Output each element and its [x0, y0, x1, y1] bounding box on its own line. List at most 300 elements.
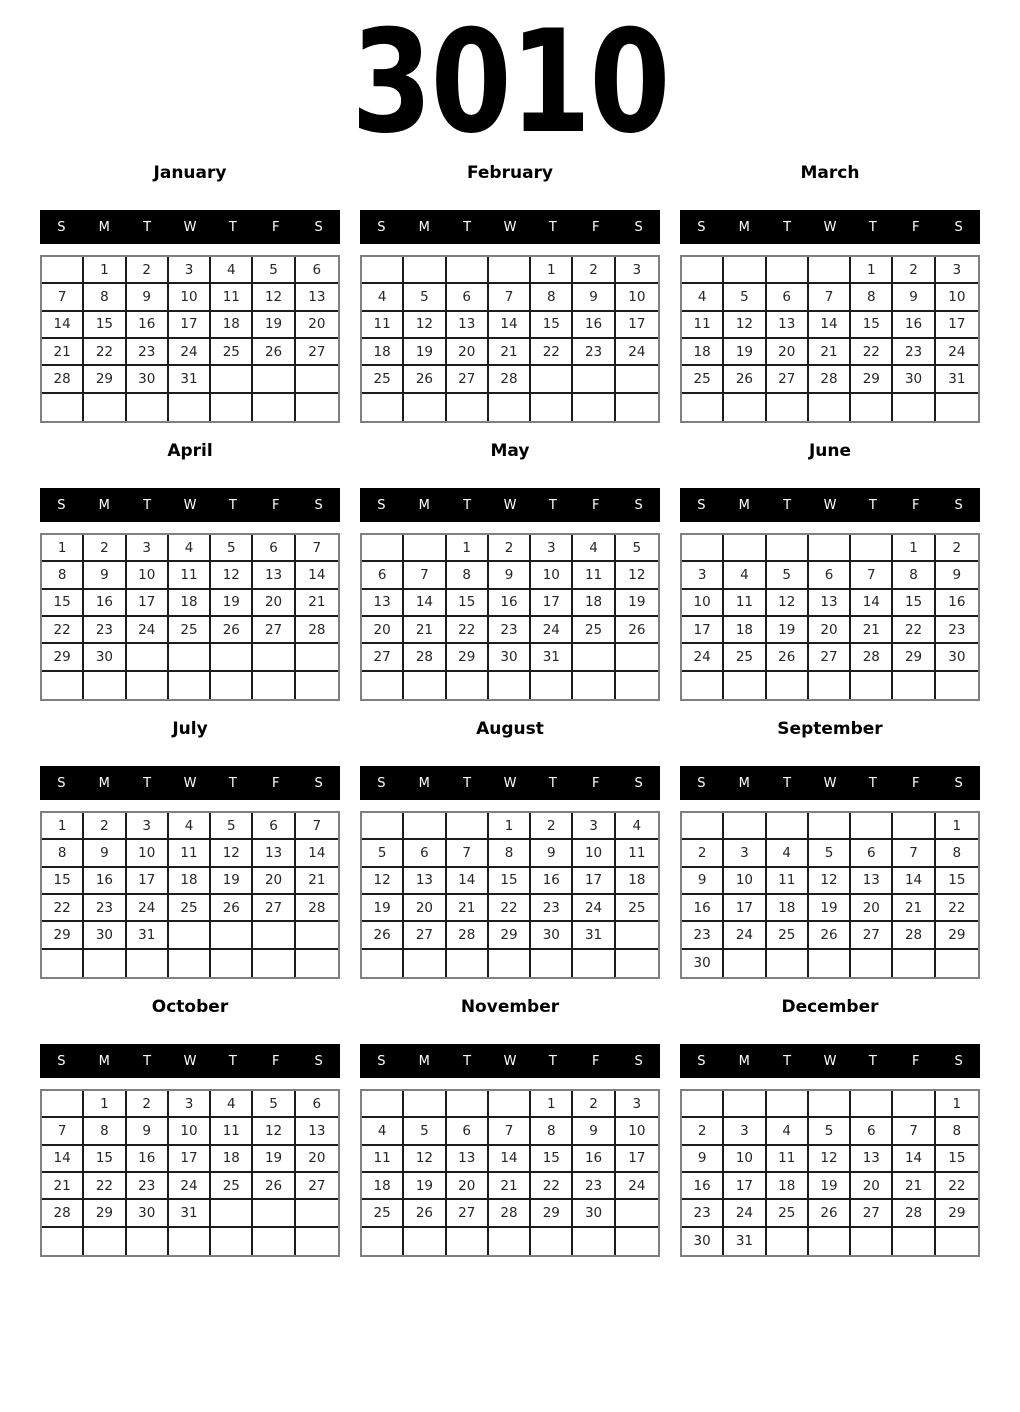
- day-cell: 26: [809, 922, 851, 949]
- day-cell: 15: [936, 868, 978, 895]
- day-cell: 20: [447, 339, 489, 366]
- day-cell: 18: [211, 312, 253, 339]
- day-cell: [169, 1228, 211, 1255]
- day-cell: [42, 1091, 84, 1118]
- day-cell: 27: [253, 617, 295, 644]
- day-cell: 13: [296, 1118, 338, 1145]
- day-cell: [404, 535, 446, 562]
- day-cell: 20: [253, 868, 295, 895]
- weekday-label: W: [823, 497, 837, 513]
- weekday-label: T: [143, 1053, 152, 1069]
- day-cell: 4: [169, 813, 211, 840]
- day-cell: [682, 257, 724, 284]
- day-cell: 18: [169, 590, 211, 617]
- day-cell: 30: [573, 1200, 615, 1227]
- day-cell: [724, 950, 766, 977]
- day-cell: 19: [253, 1146, 295, 1173]
- day-cell: 7: [42, 284, 84, 311]
- day-cell: 16: [573, 1146, 615, 1173]
- weekday-label: S: [314, 1053, 323, 1069]
- day-cell: [809, 813, 851, 840]
- weekday-label: S: [954, 775, 963, 791]
- day-cell: 8: [893, 562, 935, 589]
- day-cell: 20: [362, 617, 404, 644]
- day-cell: 1: [42, 535, 84, 562]
- day-cell: 3: [616, 1091, 658, 1118]
- day-cell: 28: [809, 366, 851, 393]
- day-cell: 24: [531, 617, 573, 644]
- day-cell: 19: [809, 1173, 851, 1200]
- day-cell: 21: [42, 1173, 84, 1200]
- day-cell: 7: [404, 562, 446, 589]
- day-cell: [724, 813, 766, 840]
- day-cell: 16: [936, 590, 978, 617]
- day-cell: 1: [936, 1091, 978, 1118]
- weekday-label: S: [954, 497, 963, 513]
- weekday-label: T: [783, 1053, 792, 1069]
- day-cell: 4: [767, 840, 809, 867]
- day-cell: 6: [767, 284, 809, 311]
- day-cell: 18: [616, 868, 658, 895]
- day-cell: 17: [127, 868, 169, 895]
- weekday-label: M: [738, 497, 750, 513]
- day-cell: 15: [851, 312, 893, 339]
- day-cell: [362, 257, 404, 284]
- day-cell: 9: [127, 284, 169, 311]
- day-cell: 28: [851, 644, 893, 671]
- day-cell: 18: [724, 617, 766, 644]
- weekday-label: W: [823, 775, 837, 791]
- day-cell: 22: [531, 339, 573, 366]
- day-cell: [253, 644, 295, 671]
- weekday-label: T: [868, 775, 877, 791]
- day-cell: 12: [616, 562, 658, 589]
- day-cell: 22: [936, 895, 978, 922]
- day-cell: 17: [169, 1146, 211, 1173]
- day-cell: 25: [169, 895, 211, 922]
- weekday-header: [360, 1044, 660, 1078]
- day-cell: 9: [84, 562, 126, 589]
- day-cell: 6: [253, 813, 295, 840]
- day-cell: 30: [127, 366, 169, 393]
- weekday-header: [40, 488, 340, 522]
- day-cell: 5: [809, 1118, 851, 1145]
- day-cell: [531, 394, 573, 421]
- day-cell: [447, 1091, 489, 1118]
- weekday-label: T: [143, 775, 152, 791]
- day-grid: [360, 811, 660, 979]
- day-cell: [362, 813, 404, 840]
- day-cell: 7: [489, 1118, 531, 1145]
- weekday-header: [360, 210, 660, 244]
- day-cell: 2: [531, 813, 573, 840]
- day-cell: [362, 1228, 404, 1255]
- weekday-label: S: [697, 775, 706, 791]
- day-cell: 18: [767, 1173, 809, 1200]
- day-cell: [851, 813, 893, 840]
- day-cell: [447, 1228, 489, 1255]
- day-grid: [680, 255, 980, 423]
- day-cell: 4: [169, 535, 211, 562]
- month-april: [40, 441, 340, 701]
- day-cell: 13: [447, 312, 489, 339]
- weekday-label: S: [314, 219, 323, 235]
- month-title: September: [777, 719, 883, 739]
- day-cell: 5: [616, 535, 658, 562]
- day-cell: 12: [724, 312, 766, 339]
- day-cell: 16: [84, 590, 126, 617]
- weekday-label: T: [548, 219, 557, 235]
- day-cell: 15: [42, 590, 84, 617]
- day-cell: 27: [767, 366, 809, 393]
- day-cell: 1: [531, 1091, 573, 1118]
- day-cell: [893, 950, 935, 977]
- weekday-label: S: [697, 497, 706, 513]
- weekday-label: W: [503, 775, 517, 791]
- day-cell: 2: [84, 813, 126, 840]
- day-cell: 16: [682, 1173, 724, 1200]
- day-cell: 17: [724, 1173, 766, 1200]
- day-cell: [682, 1091, 724, 1118]
- day-cell: [767, 950, 809, 977]
- day-cell: 8: [447, 562, 489, 589]
- day-cell: 22: [42, 895, 84, 922]
- month-title: February: [466, 163, 554, 183]
- day-cell: [362, 950, 404, 977]
- weekday-label: S: [57, 219, 66, 235]
- day-cell: 2: [127, 257, 169, 284]
- day-cell: [724, 535, 766, 562]
- day-cell: [724, 1091, 766, 1118]
- weekday-label: T: [548, 1053, 557, 1069]
- weekday-label: W: [183, 1053, 197, 1069]
- day-cell: 11: [169, 562, 211, 589]
- month-title: November: [460, 997, 560, 1017]
- day-cell: 1: [851, 257, 893, 284]
- day-cell: 31: [127, 922, 169, 949]
- day-cell: 11: [724, 590, 766, 617]
- weekday-label: W: [503, 497, 517, 513]
- day-cell: 13: [767, 312, 809, 339]
- day-cell: 20: [296, 1146, 338, 1173]
- day-cell: 24: [682, 644, 724, 671]
- day-cell: 8: [84, 284, 126, 311]
- day-cell: 30: [127, 1200, 169, 1227]
- day-cell: 10: [682, 590, 724, 617]
- day-cell: 10: [127, 562, 169, 589]
- day-cell: [616, 394, 658, 421]
- day-cell: 14: [447, 868, 489, 895]
- day-cell: 9: [682, 1146, 724, 1173]
- weekday-label: W: [503, 219, 517, 235]
- day-cell: 12: [767, 590, 809, 617]
- day-cell: [296, 1228, 338, 1255]
- weekday-header: [40, 1044, 340, 1078]
- weekday-label: M: [98, 219, 110, 235]
- weekday-label: S: [954, 1053, 963, 1069]
- day-cell: 19: [767, 617, 809, 644]
- weekday-label: T: [783, 219, 792, 235]
- day-cell: [682, 394, 724, 421]
- day-cell: 5: [809, 840, 851, 867]
- day-cell: 18: [211, 1146, 253, 1173]
- day-cell: 14: [893, 1146, 935, 1173]
- day-cell: 2: [573, 1091, 615, 1118]
- weekday-label: M: [98, 497, 110, 513]
- day-cell: 20: [851, 1173, 893, 1200]
- day-cell: 21: [809, 339, 851, 366]
- day-cell: 24: [169, 1173, 211, 1200]
- day-cell: 21: [489, 1173, 531, 1200]
- day-cell: 25: [362, 1200, 404, 1227]
- day-cell: 22: [489, 895, 531, 922]
- day-cell: 12: [809, 1146, 851, 1173]
- day-cell: 25: [573, 617, 615, 644]
- day-cell: [573, 644, 615, 671]
- day-cell: 25: [169, 617, 211, 644]
- day-cell: 5: [362, 840, 404, 867]
- day-cell: 31: [936, 366, 978, 393]
- day-cell: [169, 922, 211, 949]
- day-cell: 19: [404, 1173, 446, 1200]
- day-cell: [362, 1091, 404, 1118]
- day-cell: [296, 644, 338, 671]
- day-cell: 28: [296, 895, 338, 922]
- day-cell: 25: [682, 366, 724, 393]
- day-cell: 9: [573, 1118, 615, 1145]
- day-cell: 12: [404, 312, 446, 339]
- weekday-label: S: [954, 219, 963, 235]
- month-august: [360, 719, 660, 979]
- weekday-label: F: [271, 1053, 280, 1069]
- weekday-label: T: [463, 775, 472, 791]
- day-cell: 4: [211, 1091, 253, 1118]
- day-cell: [809, 394, 851, 421]
- day-cell: 9: [936, 562, 978, 589]
- day-cell: 31: [169, 366, 211, 393]
- day-cell: 9: [489, 562, 531, 589]
- day-cell: [489, 1228, 531, 1255]
- day-cell: 19: [724, 339, 766, 366]
- day-cell: 2: [893, 257, 935, 284]
- day-cell: [211, 1228, 253, 1255]
- weekday-header: [680, 1044, 980, 1078]
- day-cell: [42, 257, 84, 284]
- day-cell: [489, 950, 531, 977]
- weekday-label: S: [377, 497, 386, 513]
- day-cell: 2: [682, 1118, 724, 1145]
- day-cell: 4: [211, 257, 253, 284]
- day-cell: 10: [127, 840, 169, 867]
- day-cell: 23: [84, 617, 126, 644]
- day-cell: [211, 950, 253, 977]
- weekday-label: T: [228, 497, 237, 513]
- day-cell: 10: [616, 284, 658, 311]
- day-cell: 10: [936, 284, 978, 311]
- day-cell: 14: [42, 1146, 84, 1173]
- day-cell: [851, 1091, 893, 1118]
- weekday-label: F: [591, 775, 600, 791]
- day-cell: 26: [211, 895, 253, 922]
- weekday-header: [360, 488, 660, 522]
- weekday-label: W: [183, 775, 197, 791]
- day-cell: 27: [809, 644, 851, 671]
- day-cell: 12: [253, 284, 295, 311]
- day-cell: 16: [489, 590, 531, 617]
- day-cell: 16: [531, 868, 573, 895]
- day-cell: [447, 672, 489, 699]
- day-cell: 25: [767, 1200, 809, 1227]
- day-cell: 10: [573, 840, 615, 867]
- month-july: [40, 719, 340, 979]
- day-cell: 30: [893, 366, 935, 393]
- day-cell: [253, 366, 295, 393]
- day-cell: 4: [616, 813, 658, 840]
- day-cell: 5: [253, 257, 295, 284]
- day-cell: 20: [767, 339, 809, 366]
- day-cell: 31: [724, 1228, 766, 1255]
- day-cell: 27: [851, 922, 893, 949]
- day-cell: 7: [296, 813, 338, 840]
- day-cell: 14: [489, 312, 531, 339]
- day-cell: 9: [893, 284, 935, 311]
- weekday-label: M: [98, 775, 110, 791]
- day-cell: [809, 672, 851, 699]
- day-cell: 1: [84, 1091, 126, 1118]
- day-cell: 28: [447, 922, 489, 949]
- day-cell: 27: [447, 1200, 489, 1227]
- day-cell: 7: [809, 284, 851, 311]
- day-cell: [616, 1228, 658, 1255]
- day-cell: [531, 366, 573, 393]
- day-cell: 15: [489, 868, 531, 895]
- day-cell: 1: [893, 535, 935, 562]
- day-cell: 15: [531, 312, 573, 339]
- day-cell: 17: [169, 312, 211, 339]
- day-cell: 14: [296, 562, 338, 589]
- day-cell: [809, 257, 851, 284]
- day-cell: [489, 1091, 531, 1118]
- day-cell: 7: [893, 840, 935, 867]
- weekday-label: T: [463, 219, 472, 235]
- day-cell: 17: [573, 868, 615, 895]
- day-cell: 26: [724, 366, 766, 393]
- day-cell: 3: [573, 813, 615, 840]
- day-cell: [724, 257, 766, 284]
- day-cell: [404, 672, 446, 699]
- day-cell: [362, 672, 404, 699]
- day-cell: [296, 394, 338, 421]
- day-cell: 18: [169, 868, 211, 895]
- day-cell: 2: [84, 535, 126, 562]
- day-cell: [893, 1228, 935, 1255]
- day-cell: [296, 366, 338, 393]
- day-cell: 21: [447, 895, 489, 922]
- day-cell: 28: [489, 1200, 531, 1227]
- day-cell: 13: [296, 284, 338, 311]
- day-cell: 29: [42, 922, 84, 949]
- day-cell: 6: [447, 284, 489, 311]
- day-cell: [296, 950, 338, 977]
- day-cell: 23: [127, 1173, 169, 1200]
- day-cell: [84, 1228, 126, 1255]
- day-cell: 25: [211, 1173, 253, 1200]
- day-cell: [724, 394, 766, 421]
- day-cell: 30: [489, 644, 531, 671]
- day-cell: 7: [296, 535, 338, 562]
- month-title: August: [476, 719, 544, 739]
- day-cell: 28: [42, 366, 84, 393]
- day-cell: [42, 950, 84, 977]
- day-cell: [404, 1228, 446, 1255]
- day-cell: 28: [42, 1200, 84, 1227]
- day-cell: 19: [404, 339, 446, 366]
- day-cell: [531, 1228, 573, 1255]
- day-cell: 7: [851, 562, 893, 589]
- weekday-label: W: [823, 1053, 837, 1069]
- day-cell: [893, 1091, 935, 1118]
- day-cell: 7: [447, 840, 489, 867]
- weekday-label: T: [868, 497, 877, 513]
- day-cell: 10: [724, 868, 766, 895]
- day-cell: 17: [936, 312, 978, 339]
- day-cell: 14: [296, 840, 338, 867]
- day-cell: 1: [531, 257, 573, 284]
- day-cell: 23: [573, 339, 615, 366]
- day-cell: [936, 1228, 978, 1255]
- day-cell: 13: [253, 562, 295, 589]
- day-cell: 15: [84, 312, 126, 339]
- weekday-label: W: [183, 497, 197, 513]
- day-cell: 25: [362, 366, 404, 393]
- day-cell: 15: [531, 1146, 573, 1173]
- day-cell: 12: [211, 840, 253, 867]
- weekday-label: T: [228, 219, 237, 235]
- month-title: January: [153, 163, 227, 183]
- day-cell: 12: [253, 1118, 295, 1145]
- weekday-header: [680, 766, 980, 800]
- day-cell: 2: [573, 257, 615, 284]
- day-cell: 21: [296, 868, 338, 895]
- day-cell: 23: [936, 617, 978, 644]
- day-cell: 14: [893, 868, 935, 895]
- day-cell: 6: [851, 840, 893, 867]
- day-cell: [682, 535, 724, 562]
- day-cell: 17: [682, 617, 724, 644]
- weekday-label: W: [503, 1053, 517, 1069]
- day-cell: 22: [447, 617, 489, 644]
- weekday-label: S: [314, 497, 323, 513]
- day-cell: 12: [404, 1146, 446, 1173]
- day-cell: 29: [42, 644, 84, 671]
- day-cell: 5: [404, 1118, 446, 1145]
- day-cell: [127, 394, 169, 421]
- day-cell: 20: [404, 895, 446, 922]
- day-cell: 20: [851, 895, 893, 922]
- day-cell: 4: [362, 1118, 404, 1145]
- day-cell: 25: [767, 922, 809, 949]
- month-september: [680, 719, 980, 979]
- day-cell: 11: [767, 1146, 809, 1173]
- day-cell: 16: [127, 312, 169, 339]
- day-cell: 9: [531, 840, 573, 867]
- day-cell: 1: [489, 813, 531, 840]
- day-grid: [40, 255, 340, 423]
- year-title: 3010: [351, 0, 669, 165]
- day-cell: 25: [724, 644, 766, 671]
- day-cell: 14: [42, 312, 84, 339]
- day-cell: 3: [531, 535, 573, 562]
